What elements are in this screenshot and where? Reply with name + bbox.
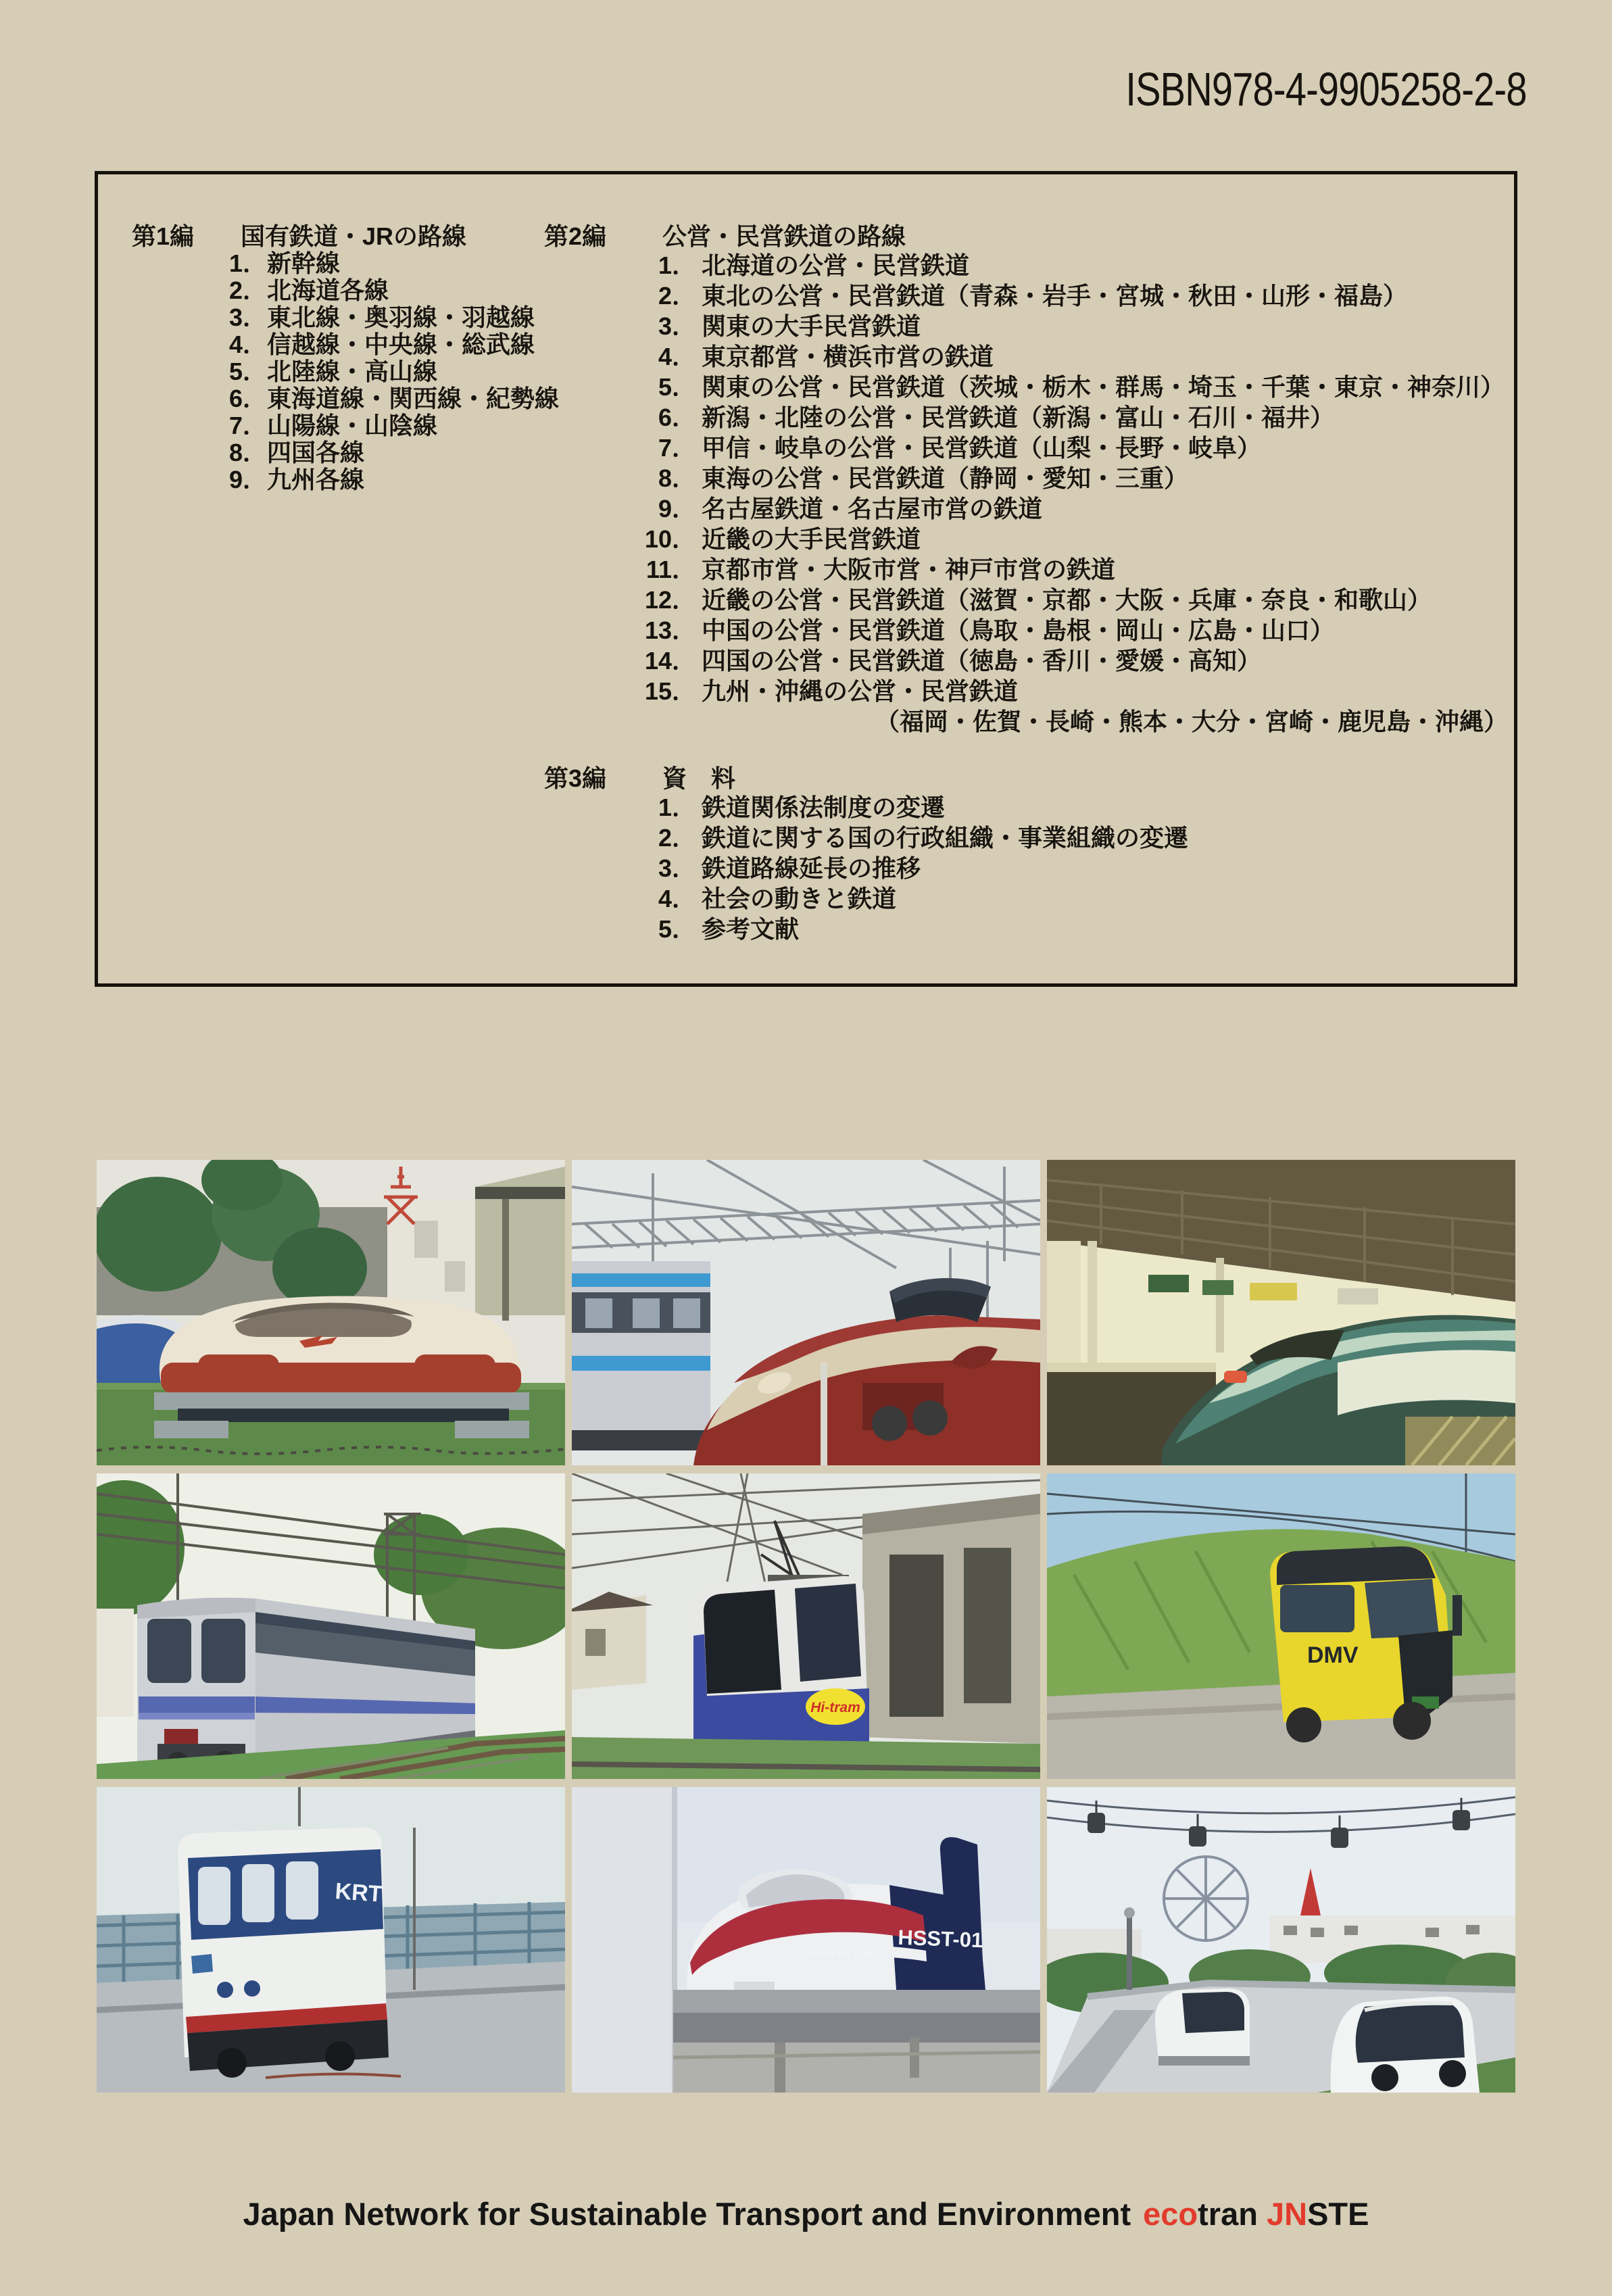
commuter-emu-scene xyxy=(97,1473,565,1779)
imts-bus-rear xyxy=(1155,1988,1250,2066)
toc-item: 5． 関東の公営・民営鉄道（茨城・栃木・群馬・埼玉・千葉・東京・神奈川） xyxy=(658,373,1505,401)
hsst-airline-text: JAPAN AIR LINES xyxy=(804,1949,880,1959)
photo-commuter-emu xyxy=(97,1473,565,1779)
toc-part2 xyxy=(544,223,1508,944)
photo-hitram-lrt xyxy=(572,1473,1040,1779)
toc-item: 3．東北線・奥羽線・羽越線 xyxy=(229,303,535,331)
toc-item: 3． 関東の大手民営鉄道 xyxy=(658,312,921,340)
dmv-scene xyxy=(1047,1473,1515,1779)
toc-item: 8．四国各線 xyxy=(229,439,365,466)
toc-item: 12． 近畿の公営・民営鉄道（滋賀・京都・大阪・兵庫・奈良・和歌山） xyxy=(644,586,1432,614)
footer-brand-ecotran-tran: tran xyxy=(1198,2196,1258,2232)
krt-scene xyxy=(97,1787,565,2093)
toc-item: 1． 北海道の公営・民営鉄道 xyxy=(658,251,970,279)
imts-bus-front xyxy=(1331,1997,1480,2093)
footer-org-name: Japan Network for Sustainable Transport and Environment xyxy=(243,2196,1131,2232)
fgt-scene xyxy=(572,1160,1040,1465)
toc-item: 9． 名古屋鉄道・名古屋市営の鉄道 xyxy=(658,495,1043,522)
toc-item: 4． 社会の動きと鉄道 xyxy=(658,885,897,912)
photo-gauge-change-train xyxy=(572,1160,1040,1465)
photo-imts-expo-buses xyxy=(1047,1787,1515,2093)
dmv-side-text: DMV xyxy=(1307,1642,1359,1668)
toc-item: 3． 鉄道路線延長の推移 xyxy=(658,854,921,882)
footer xyxy=(0,2195,1612,2232)
toc-item: 2．北海道各線 xyxy=(229,276,389,304)
toc-item: 11． 京都市営・大阪市営・神戸市営の鉄道 xyxy=(645,556,1116,583)
toc-item: 2． 鉄道に関する国の行政組織・事業組織の変遷 xyxy=(658,824,1189,852)
toc-part2-continuation: （福岡・佐賀・長崎・熊本・大分・宮崎・鹿児島・沖縄） xyxy=(875,708,1509,735)
toc-item: 1．新幹線 xyxy=(229,249,341,277)
toc-part1-heading xyxy=(132,223,559,250)
krt-logo xyxy=(191,1954,213,1974)
hsst-scene xyxy=(572,1787,1040,2093)
toc-item: 4． 東京都営・横浜市営の鉄道 xyxy=(658,343,994,370)
isbn-number: ISBN978-4-9905258-2-8 xyxy=(1125,63,1527,116)
part1-label: 第1編 xyxy=(132,222,195,250)
toc-item: 14． 四国の公営・民営鉄道（徳島・香川・愛媛・高知） xyxy=(644,647,1262,675)
toc-box xyxy=(95,171,1517,987)
shinkansen-station-scene xyxy=(1047,1160,1515,1465)
toc-item: 8． 東海の公営・民営鉄道（静岡・愛知・三重） xyxy=(658,464,1189,492)
krt-side-text: KRT xyxy=(334,1878,383,1907)
toc-item: 1． 鉄道関係法制度の変遷 xyxy=(658,793,946,821)
toc-item: 9．九州各線 xyxy=(229,466,365,493)
toc-item: 7．山陽線・山陰線 xyxy=(229,412,438,439)
toc-part1 xyxy=(132,223,559,493)
footer-brand-jnste-ste: STE xyxy=(1307,2196,1369,2232)
maglev-mockup-body xyxy=(154,1296,529,1438)
toc-item: 13． 中国の公営・民営鉄道（鳥取・島根・岡山・広島・山口） xyxy=(644,616,1335,644)
commuter-train-blue-stripe xyxy=(572,1261,710,1450)
footer-brand-jnste-jn: JN xyxy=(1266,2196,1308,2232)
toc-item: 6．東海道線・関西線・紀勢線 xyxy=(229,385,560,412)
toc-item: 5．北陸線・高山線 xyxy=(229,358,438,385)
imts-scene xyxy=(1047,1787,1515,2093)
toc-item: 15． 九州・沖縄の公営・民営鉄道 xyxy=(644,677,1019,705)
footer-brand-ecotran-eco: eco xyxy=(1143,2196,1198,2232)
toc-item: 10． 近畿の大手民営鉄道 xyxy=(644,525,921,553)
part1-title: 国有鉄道・JRの路線 xyxy=(241,222,467,250)
hitram-scene xyxy=(572,1473,1040,1779)
toc-item: 2． 東北の公営・民営鉄道（青森・岩手・宮城・秋田・山形・福島） xyxy=(658,282,1408,310)
photo-dmv-bus xyxy=(1047,1473,1515,1779)
part2-title: 公営・民営鉄道の路線 xyxy=(662,222,906,250)
photo-krt-guideway-vehicle xyxy=(97,1787,565,2093)
jnr-maglev-scene xyxy=(97,1160,565,1465)
krt-vehicle-body xyxy=(178,1828,389,2078)
toc-item: 7． 甲信・岐阜の公営・民営鉄道（山梨・長野・岐阜） xyxy=(658,434,1262,462)
houses xyxy=(572,1592,653,1690)
toc-part2-heading xyxy=(544,223,1508,250)
toc-item: 4．信越線・中央線・総武線 xyxy=(229,331,535,358)
toc-item: 5． 参考文献 xyxy=(658,915,800,943)
photo-grid xyxy=(97,1160,1515,2093)
toc-item: 6． 新潟・北陸の公営・民営鉄道（新潟・富山・石川・福井） xyxy=(658,404,1335,431)
photo-hsst01-maglev xyxy=(572,1787,1040,2093)
toc-part3-heading xyxy=(544,765,1508,792)
hsst-model-text: HSST-01 xyxy=(897,1925,983,1953)
hitram-logo-text: Hi-tram xyxy=(810,1700,860,1715)
toc-part3 xyxy=(544,792,1508,944)
part2-label: 第2編 xyxy=(544,222,607,250)
photo-jnr-maglev-mockup xyxy=(97,1160,565,1465)
part3-title: 資 料 xyxy=(662,764,736,792)
photo-shinkansen-test-train-station xyxy=(1047,1160,1515,1465)
ferris-wheel xyxy=(1164,1857,1248,1940)
part3-label: 第3編 xyxy=(544,764,607,792)
